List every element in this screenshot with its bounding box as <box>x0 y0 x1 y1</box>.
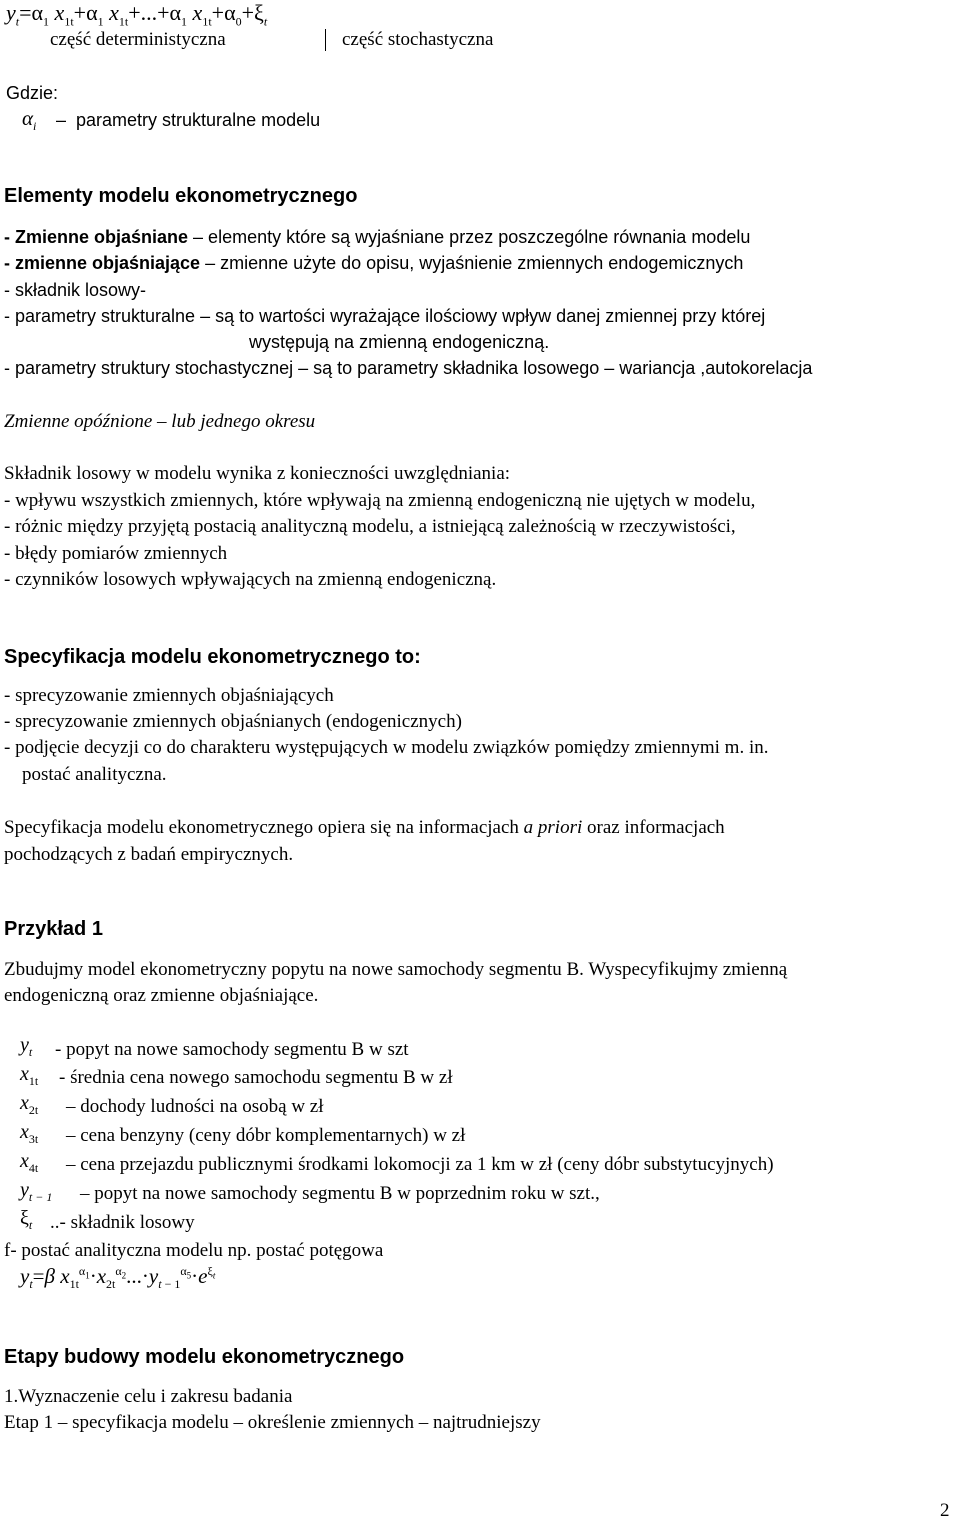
example-intro-2: endogeniczną oraz zmienne objaśniające. <box>4 985 319 1006</box>
var-symbol-x3t: $x_{3t}$ <box>20 1121 39 1146</box>
elements-line-4: - parametry strukturalne – są to wartości wyrażające ilościowy wpływ danej zmiennej przy której <box>4 306 766 326</box>
var-desc-yt: - popyt na nowe samochody segmentu B w szt <box>55 1039 409 1060</box>
var-symbol-xi: $\xi_t$ <box>20 1207 33 1232</box>
deterministic-label: część deterministyczna <box>50 29 226 50</box>
top-formula: $y_t=\alpha_1$ $x_{1t}+\alpha_1$ $x_{1t}+...+\alpha_1$ $x_{1t}+\alpha_0+\xi_t$ <box>6 0 268 29</box>
stages-line-2: Etap 1 – specyfikacja modelu – określenie zmiennych – najtrudniejszy <box>4 1412 541 1433</box>
where-label: Gdzie: <box>6 83 59 103</box>
var-desc-yt-1: – popyt na nowe samochody segmentu B w poprzednim roku w szt., <box>80 1183 600 1204</box>
elements-heading: Elementy modelu ekonometrycznego <box>4 185 358 207</box>
specification-heading: Specyfikacja modelu ekonometrycznego to: <box>4 646 421 668</box>
random-item-3: - błędy pomiarów zmiennych <box>4 543 228 564</box>
random-intro: Składnik losowy w modelu wynika z konieczności uwzględniania: <box>4 463 511 484</box>
divider-line <box>325 29 326 51</box>
power-formula: $y_t=\beta$ $x_{1t}^{\alpha_1}\cdot x_{2t}^{\alpha_2}...\cdot y_{t - 1}^{\alpha_5}\cdot e^{\xi_t}$ <box>20 1264 216 1292</box>
stages-heading: Etapy budowy modelu ekonometrycznego <box>4 1346 405 1368</box>
var-desc-x4t: – cena przejazdu publicznymi środkami lokomocji za 1 km w zł (ceny dóbr substytucyjnych) <box>66 1154 774 1175</box>
var-desc-x3t: – cena benzyny (ceny dóbr komplementarnych) w zł <box>66 1125 466 1146</box>
elements-line-4b: występują na zmienną endogeniczną. <box>249 332 550 352</box>
spec-item-1: - sprecyzowanie zmiennych objaśniających <box>4 685 334 706</box>
analytic-form-line: f- postać analityczna modelu np. postać potęgowa <box>4 1240 384 1261</box>
spec-paragraph-line-1: Specyfikacja modelu ekonometrycznego opiera się na informacjach a priori oraz informacjach <box>4 817 725 838</box>
random-item-2: - różnic między przyjętą postacią analityczną modelu, a istniejącą zależnością w rzeczywistości, <box>4 516 736 537</box>
var-symbol-x2t: $x_{2t}$ <box>20 1092 39 1117</box>
stochastic-label: część stochastyczna <box>342 29 494 50</box>
elements-line-3: - składnik losowy- <box>4 280 147 300</box>
example-heading: Przykład 1 <box>4 918 103 940</box>
stages-line-1: 1.Wyznaczenie celu i zakresu badania <box>4 1386 293 1407</box>
elements-line-1: - Zmienne objaśniane – elementy które są wyjaśniane przez poszczególne równania modelu <box>4 227 751 247</box>
var-desc-x1t: - średnia cena nowego samochodu segmentu B w zł <box>59 1067 453 1088</box>
lagged-variables: Zmienne opóźnione – lub jednego okresu <box>4 411 316 432</box>
var-symbol-x1t: $x_{1t}$ <box>20 1063 39 1088</box>
page-number: 2 <box>940 1500 950 1521</box>
alpha-symbol: $\alpha_i$ <box>22 106 37 134</box>
elements-line-2: - zmienne objaśniające – zmienne użyte do opisu, wyjaśnienie zmiennych endogemicznych <box>4 253 744 273</box>
random-item-4: - czynników losowych wpływających na zmienną endogeniczną. <box>4 569 497 590</box>
elements-line-5: - parametry struktury stochastycznej – są to parametry składnika losowego – wariancja ,autokorelacja <box>4 358 813 378</box>
var-symbol-yt: $y_t$ <box>20 1034 33 1059</box>
spec-paragraph-line-2: pochodzących z badań empirycznych. <box>4 844 294 865</box>
var-symbol-x4t: $x_{4t}$ <box>20 1150 39 1175</box>
var-symbol-yt-1: $y_{t - 1}$ <box>20 1179 53 1204</box>
example-intro-1: Zbudujmy model ekonometryczny popytu na nowe samochody segmentu B. Wyspecyfikujmy zmienną <box>4 959 788 980</box>
spec-item-2: - sprecyzowanie zmiennych objaśnianych (endogenicznych) <box>4 711 462 732</box>
random-item-1: - wpływu wszystkich zmiennych, które wpływają na zmienną endogeniczną nie ujętych w modelu, <box>4 490 756 511</box>
var-desc-x2t: – dochody ludności na osobą w zł <box>66 1096 324 1117</box>
var-desc-xi: ..- składnik losowy <box>50 1212 195 1233</box>
spec-item-3: - podjęcie decyzji co do charakteru występujących w modelu związków pomiędzy zmiennymi m. in. <box>4 737 769 758</box>
spec-item-3b: postać analityczna. <box>22 764 167 785</box>
alpha-description: – parametry strukturalne modelu <box>56 110 321 130</box>
